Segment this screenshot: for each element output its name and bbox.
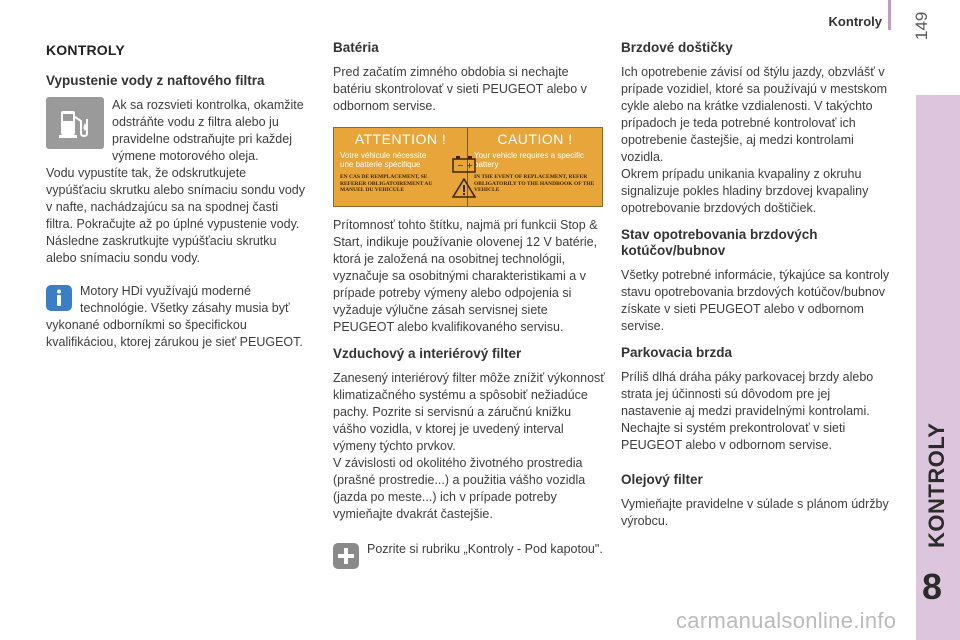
info-note (46, 283, 308, 351)
column-3 (621, 40, 893, 530)
label-english-half (468, 128, 602, 206)
chapter-number: 8 (922, 566, 943, 607)
brake-discs-heading: Stav opotrebovania brzdových kotúčov/bubnov (621, 227, 818, 258)
see-also-note (333, 541, 605, 558)
label-left-text: Votre véhicule nécessite une batterie spécifique (340, 151, 427, 169)
battery-warning-label (333, 127, 603, 207)
brake-pads-text-2: Okrem prípadu unikania kvapaliny z okruhu signalizuje pokles hladiny brzdovej kvapaliny opotrebovanie brzdových doštičiek. (621, 167, 869, 215)
header-title: Kontroly (828, 14, 882, 29)
label-right-text: Your vehicle requires a specific battery (474, 151, 584, 169)
section-title: KONTROLY (46, 42, 125, 58)
watermark: carmanualsonline.info (676, 608, 897, 633)
water-filter-heading: Vypustenie vody z naftového filtra (46, 73, 265, 88)
plus-icon (333, 543, 359, 569)
page-number: 149 (912, 11, 931, 40)
battery-text-1: Pred začatím zimného obdobia si nechajte batériu skontrolovať v sieti PEUGEOT alebo v odbornom servise. (333, 65, 587, 113)
label-right-notice: IN THE EVENT OF REPLACEMENT, REFER OBLIGATORILY TO THE HANDBOOK OF THE VEHICLE (474, 174, 595, 193)
warning-triangle-icon (452, 178, 476, 198)
brake-discs-text: Všetky potrebné informácie, týkajúce sa kontroly stavu opotrebovania brzdových kotúčov/bubnov získate v sieti PEUGEOT alebo v odbornom servise. (621, 268, 890, 333)
water-filter-text-2: Vodu vypustíte tak, že odskrutkujete vypúšťaciu skrutku alebo snímaciu sondu vody v nafte, nachádzajúcu sa na spodnej časti filtra. Pokračujte až po úplné vypustenie vody. Následne zaskrutkujte vypúšťaciu skrutku alebo snímaciu sondu vody. (46, 166, 305, 265)
water-filter-text-1: Ak sa rozsvieti kontrolka, okamžite odstráňte vodu z filtra alebo ju pravidelne odstraňujte pri každej výmene motorového oleja. (46, 97, 308, 165)
chapter-side-label: KONTROLY (924, 422, 949, 548)
oil-filter-text: Vymieňajte pravidelne v súlade s plánom údržby výrobcu. (621, 497, 889, 528)
label-right-heading: CAUTION ! (497, 131, 573, 147)
label-french-half (334, 128, 468, 206)
battery-text-2: Prítomnosť tohto štítku, najmä pri funkcii Stop & Start, indikuje používanie olovenej 12 V batérie, ktorá je založená na osobitnej technológii, vyznačuje sa osobitnými charakteristikami a v prípade potreby výmeny alebo odpojenia si vyžaduje výlučne zásah servisnej siete PEUGEOT alebo kvalifikovaného servisu. (333, 218, 598, 334)
fuel-filter-warning-icon (46, 97, 104, 149)
battery-heading: Batéria (333, 40, 379, 55)
air-filter-text-1: Zanesený interiérový filter môže znížiť výkonnosť klimatizačného systému a spôsobiť nežiadúce pachy. Pozrite si servisnú a záručnú knižku vášho vozidla, v ktorej je uvedený interval výmeny týchto prvkov. (333, 371, 605, 453)
info-icon (46, 285, 72, 311)
parking-brake-heading: Parkovacia brzda (621, 345, 733, 360)
parking-brake-text-1: Príliš dlhá dráha páky parkovacej brzdy alebo strata jej účinnosti sú dôvodom pre jej nastavenie aj medzi pravidelnými kontrolami. (621, 370, 874, 418)
info-note-text: Motory HDi využívajú moderné technológie. Všetky zásahy musia byť vykonané odborníkmi so špecifickou kvalifikáciou, ktorej zárukou je sieť PEUGEOT. (46, 284, 303, 349)
parking-brake-text-2: Nechajte si systém prekontrolovať v sieti PEUGEOT alebo v odbornom servise. (621, 421, 846, 452)
oil-filter-heading: Olejový filter (621, 472, 703, 487)
column-1 (46, 40, 308, 351)
header-accent-bar (888, 0, 891, 30)
label-left-heading: ATTENTION ! (354, 131, 447, 147)
battery-icon (452, 155, 476, 173)
air-filter-heading: Vzduchový a interiérový filter (333, 346, 522, 361)
air-filter-text-2: V závislosti od okolitého životného prostredia (prašné prostredie...) a použitia vášho vozidla (jazda po meste...) ich v prípade potreby vymieňajte dvakrát častejšie. (333, 456, 586, 521)
svg-text:− +: − + (457, 161, 473, 170)
brake-pads-heading: Brzdové doštičky (621, 40, 733, 55)
column-2 (333, 40, 605, 569)
label-left-notice: EN CAS DE REMPLACEMENT, SE REFERER OBLIGATOIREMENT AU MANUEL DU VEHICULE (340, 174, 433, 193)
chapter-side-band (916, 95, 960, 640)
brake-pads-text-1: Ich opotrebenie závisí od štýlu jazdy, obzvlášť v prípade vozidiel, ktoré sa používajú v mestskom cykle alebo na krátke vzdialenosti. V takýchto prípadoch je teda potrebné kontrolovať ich opotrebenie častejšie, aj medzi kontrolami vozidla. (621, 65, 888, 164)
see-also-text: Pozrite si rubriku „Kontroly - Pod kapotou". (367, 542, 603, 556)
